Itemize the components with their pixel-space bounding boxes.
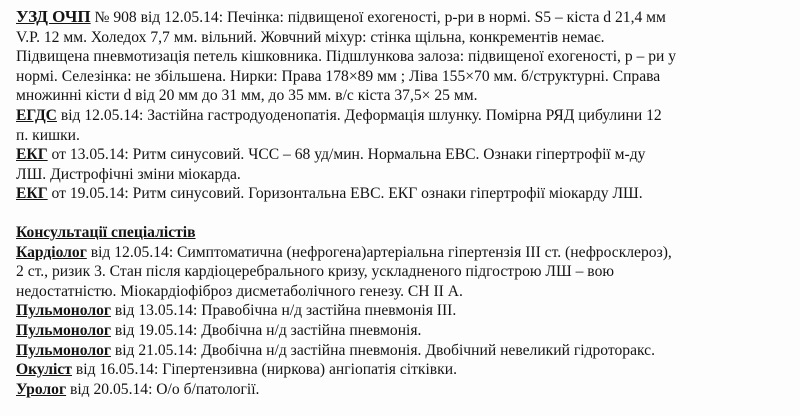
- egds-label: ЕГДС: [16, 106, 57, 124]
- uzd-line-1: [16, 7, 788, 28]
- ekg2-line: [16, 184, 788, 204]
- cardiologist-text-1: від 12.05.14: Симптоматична (нефрогена)артеріальна гіпертензія ІІІ ст. (нефросклероз),: [86, 243, 672, 261]
- egds-line-2: п. кишки.: [16, 126, 80, 144]
- urologist-text: від 20.05.14: О/о б/патології.: [66, 380, 260, 398]
- oculist-label: Окуліст: [16, 361, 72, 379]
- pulmonologist-label-2: Пульмонолог: [16, 321, 111, 339]
- uzd-label: УЗД ОЧП: [16, 7, 91, 26]
- cardiologist-line-3: недостатністю. Міокардіофіброз дисметаболічного генезу. СН ІІ А.: [16, 282, 463, 300]
- uzd-line-2: V.P. 12 мм. Холедох 7,7 мм. вільний. Жовчний міхур: стінка щільна, конкрементів немає.: [16, 28, 605, 46]
- pulmonologist-label-3: Пульмонолог: [16, 341, 111, 359]
- cardiologist-line-2: 2 ст., ризик 3. Стан після кардіоцеребрального кризу, ускладненого підгострою ЛШ – вою: [16, 263, 615, 281]
- pulmonologist-label-1: Пульмонолог: [16, 302, 111, 320]
- ekg1-text-1: от 13.05.14: Ритм синусовий. ЧСС – 68 уд/мин. Нормальна ЕВС. Ознаки гіпертрофії м-ду: [47, 146, 646, 164]
- uzd-line-4: нормі. Селезінка: не збільшена. Нирки: Права 178×89 мм ; Ліва 155×70 мм. б/структурні. Справа: [16, 67, 661, 85]
- pulmonologist-line-1: [16, 301, 788, 321]
- uzd-line-5: множинні кісти d від 20 мм до 31 мм, до 35 мм. в/с кіста 37,5× 25 мм.: [16, 87, 478, 105]
- ekg1-line-1: [16, 145, 788, 165]
- urologist-label: Уролог: [16, 380, 67, 398]
- ekg1-label: ЕКГ: [16, 146, 48, 164]
- cardiologist-label: Кардіолог: [16, 243, 87, 261]
- pulmonologist-line-3: [16, 341, 788, 361]
- oculist-text: від 16.05.14: Гіпертензивна (ниркова) ангіопатія сітківки.: [71, 361, 457, 379]
- egds-text-1: від 12.05.14: Застійна гастродуоденопатія. Деформація шлунку. Помірна РЯД цибулини 12: [56, 106, 662, 124]
- section-gap: [16, 204, 788, 223]
- uzd-line-3: Підвищена пневмотизація петель кішковника. Підшлункова залоза: підвищеної ехогеності, р – ри у: [16, 48, 677, 66]
- pulmonologist-text-1: від 13.05.14: Правобічна н/д застійна пневмонія ІІІ.: [110, 302, 457, 320]
- oculist-line: [16, 360, 788, 380]
- consultations-heading: Консультації спеціалістів: [16, 223, 196, 241]
- ekg1-line-2: ЛШ. Дистрофічні зміни міокарда.: [16, 165, 241, 183]
- egds-line-1: [16, 106, 788, 126]
- urologist-line: [16, 380, 788, 400]
- pulmonologist-text-2: від 19.05.14: Двобічна н/д застійна пневмонія.: [110, 321, 422, 339]
- pulmonologist-line-2: [16, 321, 788, 341]
- ekg2-label: ЕКГ: [16, 185, 48, 203]
- cardiologist-line-1: [16, 243, 788, 263]
- uzd-text-1: № 908 від 12.05.14: Печінка: підвищеної ехогеності, р-ри в нормі. S5 – кіста d 21,4 мм: [90, 9, 666, 26]
- ekg2-text: от 19.05.14: Ритм синусовий. Горизонтальна ЕВС. ЕКГ ознаки гіпертрофії міокарду ЛШ.: [47, 185, 643, 203]
- pulmonologist-text-3: від 21.05.14: Двобічна н/д застійна пневмонія. Двобічний невеликий гідроторакс.: [110, 341, 656, 359]
